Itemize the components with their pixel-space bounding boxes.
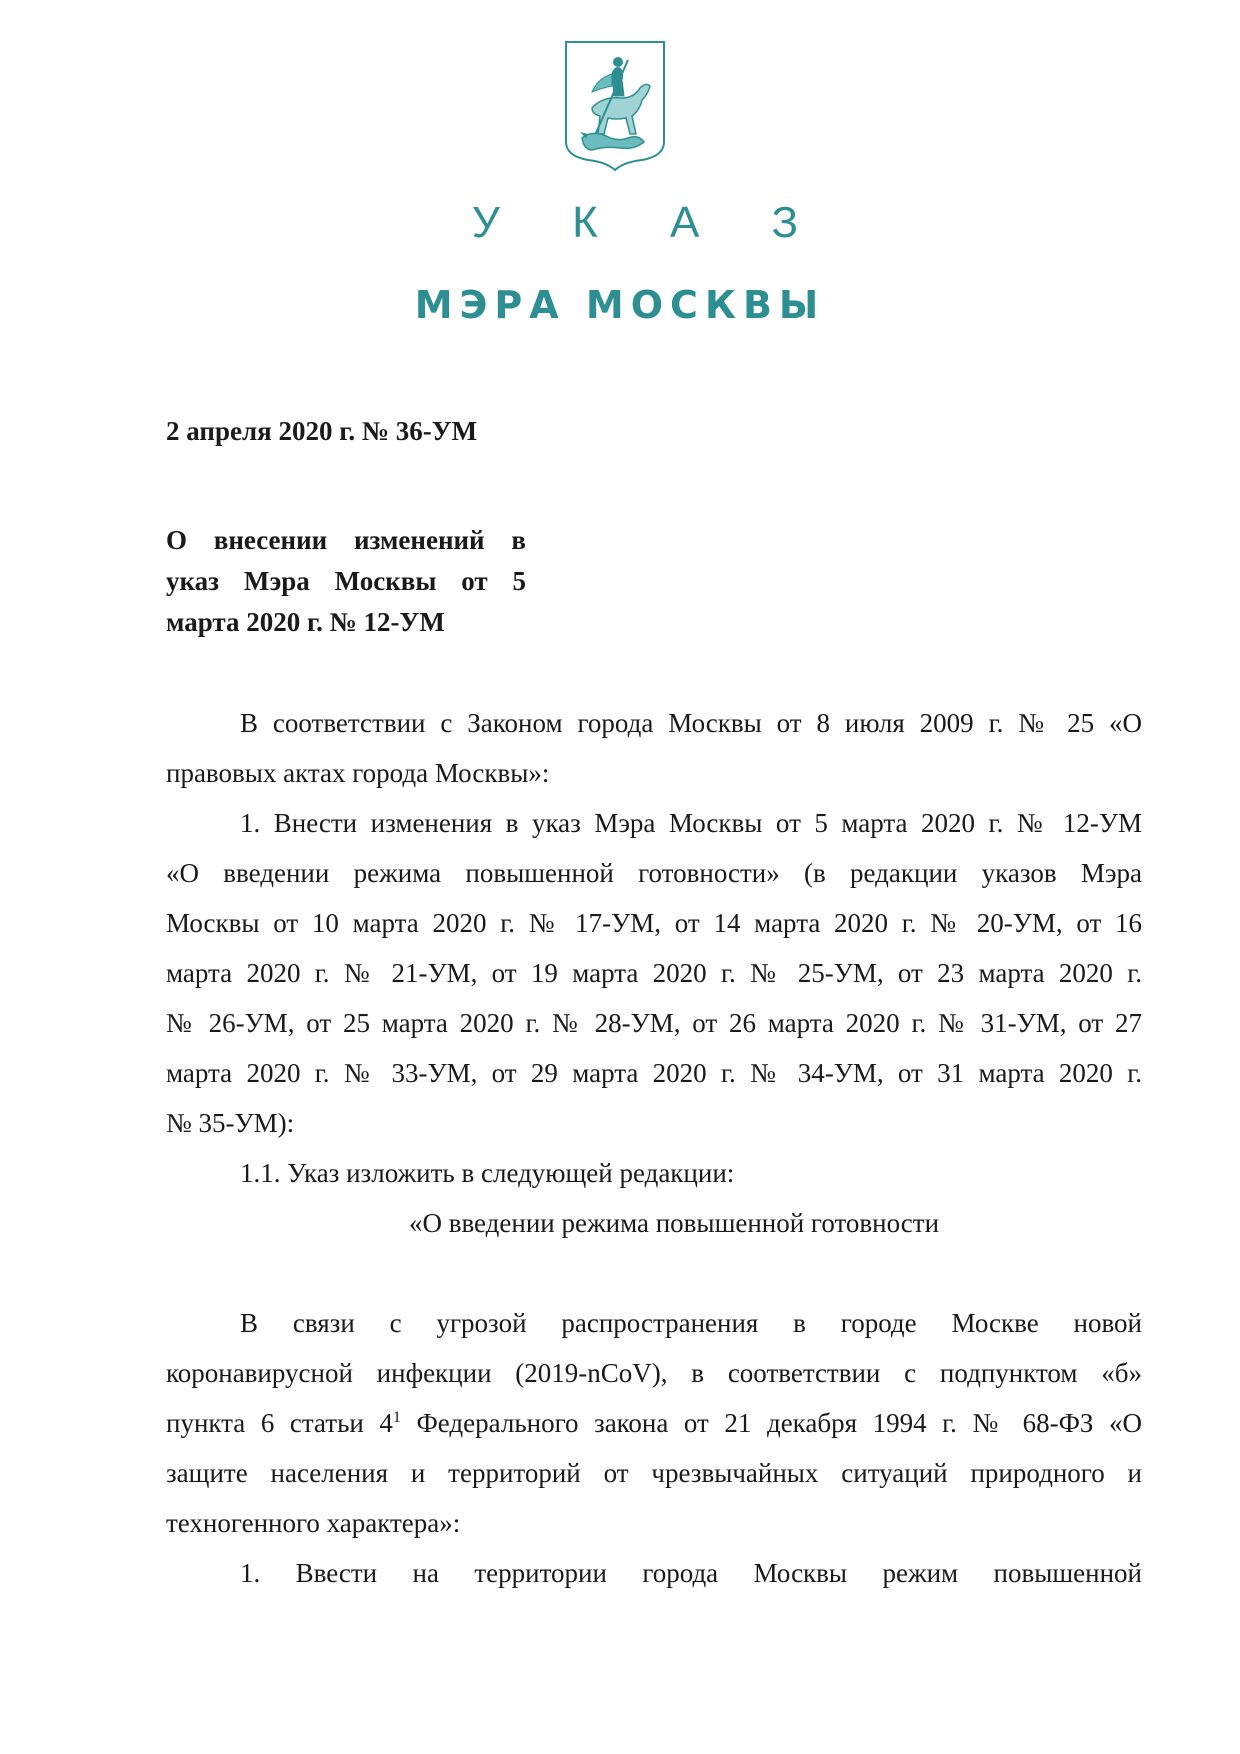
paragraph-fragment: Федерального закона от 21 декабря 1994 г. № 68-ФЗ «О [400, 1408, 1142, 1438]
subject-line: марта 2020 г. № 12-УМ [166, 607, 445, 637]
paragraph-line: «О введении режима повышенной готовности» (в редакции указов Мэра [166, 858, 1142, 888]
document-date-number: 2 апреля 2020 г. № 36-УМ [166, 416, 478, 446]
paragraph-line: 1. Ввести на территории города Москвы режим повышенной [240, 1558, 1142, 1588]
paragraph-line [166, 1398, 1142, 1448]
document-subject [166, 520, 526, 643]
moscow-coat-of-arms-icon [562, 38, 668, 172]
body-text-continued [166, 1298, 1142, 1598]
paragraph-line: 1.1. Указ изложить в следующей редакции: [240, 1158, 735, 1188]
paragraph-line: Москвы от 10 марта 2020 г. № 17-УМ, от 14 марта 2020 г. № 20-УМ, от 16 [166, 908, 1142, 938]
subject-line: указ Мэра Москвы от 5 [166, 566, 526, 596]
paragraph-line: техногенного характера»: [166, 1508, 461, 1538]
paragraph-fragment: пункта 6 статьи 4 [166, 1408, 393, 1438]
subject-line: О внесении изменений в [166, 525, 526, 555]
document-type-title: У К А З [471, 198, 829, 247]
paragraph-line: коронавирусной инфекции (2019-nCoV), в соответствии с подпунктом «б» [166, 1358, 1142, 1388]
body-text-main [166, 698, 1142, 1248]
paragraph-line: марта 2020 г. № 33-УМ, от 29 марта 2020 г. № 34-УМ, от 31 марта 2020 г. [166, 1058, 1142, 1088]
paragraph-line: защите населения и территорий от чрезвычайных ситуаций природного и [166, 1458, 1142, 1488]
paragraph-line: правовых актах города Москвы»: [166, 758, 550, 788]
paragraph-line: № 26-УМ, от 25 марта 2020 г. № 28-УМ, от 26 марта 2020 г. № 31-УМ, от 27 [166, 1008, 1142, 1038]
paragraph-line: «О введении режима повышенной готовности [408, 1208, 940, 1238]
superscript: 1 [392, 1409, 401, 1426]
issuer-title: МЭРА МОСКВЫ [414, 283, 826, 327]
paragraph-line: № 35-УМ): [166, 1108, 295, 1138]
paragraph-line: 1. Внести изменения в указ Мэра Москвы от 5 марта 2020 г. № 12-УМ [240, 808, 1142, 838]
paragraph-line: В соответствии с Законом города Москвы от 8 июля 2009 г. № 25 «О [240, 708, 1142, 738]
paragraph-line: В связи с угрозой распространения в городе Москве новой [240, 1308, 1142, 1338]
paragraph-line: марта 2020 г. № 21-УМ, от 19 марта 2020 г. № 25-УМ, от 23 марта 2020 г. [166, 958, 1142, 988]
